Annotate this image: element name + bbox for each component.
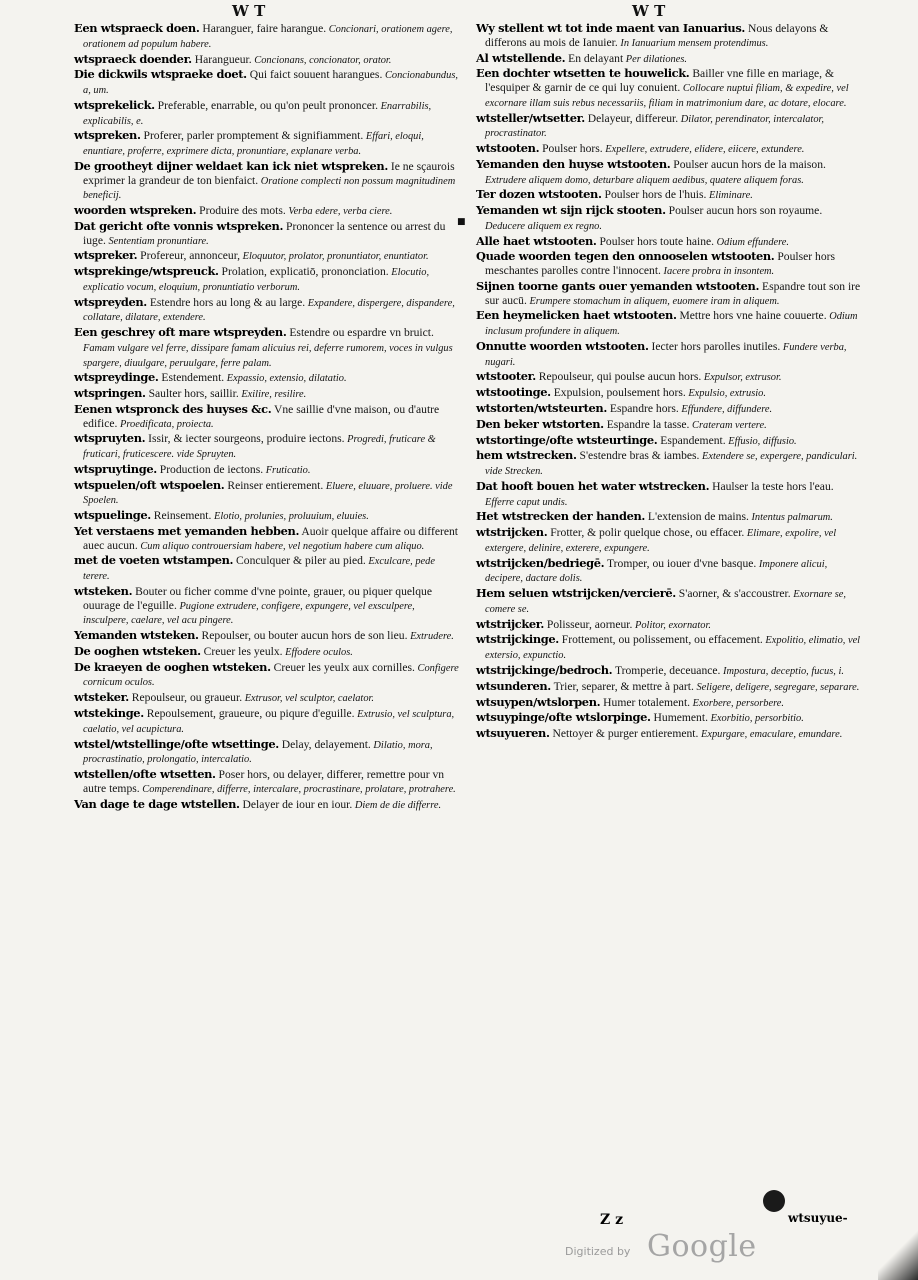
latin-gloss: Elotio, prolunies, proluuium, eluuies. — [211, 511, 369, 523]
dictionary-entry — [74, 249, 459, 264]
dictionary-entry — [476, 557, 861, 586]
headword: wtstortinge/ofte wtsteurtinge. — [476, 432, 658, 447]
headword: wtsprekinge/wtspreuck. — [74, 264, 219, 279]
latin-gloss: Extrudere. — [407, 631, 454, 643]
latin-gloss: Expandere, dispergere, dispandere, collatare, dilatare, extendere. — [83, 297, 455, 324]
headword: Een wtspraeck doen. — [74, 21, 200, 35]
french-gloss: Haulser la teste hors l'eau. — [709, 479, 834, 493]
dictionary-entry — [476, 370, 861, 385]
dictionary-entry — [74, 479, 459, 508]
headword: De ooghen wtsteken. — [74, 643, 201, 658]
latin-gloss: Odium effundere. — [714, 236, 790, 248]
french-gloss: Saulter hors, saillir. — [145, 387, 239, 401]
signature-mark: Z z — [600, 1212, 624, 1228]
french-gloss: En delayant — [565, 51, 624, 65]
headword: wtstrijcken. — [476, 525, 548, 540]
headword: wtspreker. — [74, 248, 138, 263]
french-gloss: Poulser hors toute haine. — [596, 234, 715, 248]
french-gloss: Frotter, & polir quelque chose, ou effacer. — [547, 526, 745, 540]
french-gloss: Repoulseur, ou graueur. — [128, 691, 243, 705]
latin-gloss: Configere cornicum oculos. — [83, 662, 459, 689]
latin-gloss: Eloquutor, prolator, pronuntiator, enuntiator. — [240, 251, 429, 263]
dictionary-entry — [74, 463, 459, 478]
latin-gloss: Fundere verba, nugari. — [485, 341, 847, 368]
latin-gloss: Fruticatio. — [263, 464, 311, 476]
french-gloss: Creuer les yeulx aux cornilles. — [270, 660, 415, 674]
headword: wtstekinge. — [74, 706, 144, 721]
marginal-mark-icon: ■ — [457, 217, 466, 227]
latin-gloss: Deducere aliquem ex regno. — [485, 220, 602, 232]
headword: wtstootinge. — [476, 385, 551, 400]
french-gloss: Poser hors, ou delayer, differer, remettre pour vn autre temps. — [83, 768, 445, 795]
headword: Dat hooft bouen het water wtstrecken. — [476, 478, 710, 493]
latin-gloss: Elocutio, explicatio vocum, eloquium, pronuntiatio verborum. — [83, 267, 430, 293]
dictionary-entry — [74, 707, 459, 736]
dictionary-entry — [74, 160, 459, 203]
dictionary-entry — [476, 250, 861, 278]
headword: De grootheyt dijner weldaet kan ick niet wtspreken. — [74, 158, 388, 173]
headword: wtsprekelick. — [74, 97, 155, 112]
headword: wtsunderen. — [476, 678, 551, 693]
latin-gloss: Dilatio, mora, procrastinatio, prolongatio, intercalatio. — [83, 739, 433, 766]
headword: wtstorten/wtsteurten. — [476, 400, 607, 415]
dictionary-entry — [74, 629, 459, 644]
french-gloss: Poulser hors meschantes parolles contre l'innocent. — [485, 250, 835, 278]
dictionary-entry — [476, 618, 861, 633]
french-gloss: Prolation, explicatiō, prononciation. — [218, 265, 389, 279]
dictionary-entry — [74, 220, 459, 248]
headword: Sijnen toorne gants ouer yemanden wtstooten. — [476, 278, 760, 293]
headword: wtspreyden. — [74, 294, 147, 309]
dictionary-entry — [74, 371, 459, 386]
latin-gloss: Extrusor, vel sculptor, caelator. — [242, 693, 374, 705]
latin-gloss: Sententiam pronuntiare. — [105, 235, 209, 247]
latin-gloss: Concionari, orationem agere, orationem ad populum habere. — [83, 24, 453, 50]
latin-gloss: Erumpere stomachum in aliquem, euomere iram in aliquem. — [526, 295, 780, 307]
french-gloss: Poulser hors. — [539, 142, 603, 155]
french-gloss: Tromper, ou iouer d'vne basque. — [604, 556, 757, 570]
latin-gloss: Expolitio, elimatio, vel extersio, expunctio. — [485, 635, 861, 662]
headword: Yemanden wtsteken. — [74, 628, 199, 643]
french-gloss: Production de iectons. — [156, 462, 264, 476]
latin-gloss: Seligere, deligere, segregare, separare. — [693, 681, 860, 693]
headword: wtspreken. — [74, 128, 141, 143]
latin-gloss: Cum aliquo controuersiam habere, vel negotium habere cum aliquo. — [137, 540, 425, 552]
latin-gloss: Efferre caput undis. — [485, 496, 568, 508]
dictionary-entry — [74, 326, 459, 370]
headword: Onnutte woorden wtstooten. — [476, 338, 649, 353]
latin-gloss: Extrudere aliquem domo, deturbare aliquem aedibus, quatere aliquem foras. — [485, 174, 804, 186]
french-gloss: Issir, & iecter sourgeons, produire iectons. — [145, 432, 345, 446]
headword: Een heymelicken haet wtstooten. — [476, 308, 677, 323]
dictionary-entry — [476, 526, 861, 555]
headword: Een geschrey oft mare wtspreyden. — [74, 325, 287, 340]
french-gloss: Reinser entierement. — [224, 478, 324, 492]
french-gloss: Proferer, parler promptement & signifiamment. — [140, 129, 364, 143]
dictionary-entry — [476, 280, 861, 308]
dictionary-entry — [476, 204, 861, 233]
digitized-watermark — [565, 1222, 765, 1262]
watermark-logo: Google — [647, 1229, 757, 1264]
latin-gloss: Exorbitio, persorbitio. — [707, 713, 804, 725]
dictionary-entry — [74, 129, 459, 158]
french-gloss: L'extension de mains. — [645, 510, 749, 524]
latin-gloss: Comperendinare, differre, intercalare, procrastinare, prolatare, protrahere. — [139, 783, 456, 795]
latin-gloss: Eluere, eluuare, proluere. vide Spoelen. — [83, 480, 453, 507]
headword: wtsuypen/wtslorpen. — [476, 694, 601, 709]
french-gloss: Poulser aucun hors de la maison. — [670, 157, 826, 171]
latin-gloss: Verba edere, verba ciere. — [285, 206, 393, 217]
dictionary-entry — [74, 798, 459, 813]
dictionary-entry — [74, 53, 459, 68]
latin-gloss: Famam vulgare vel ferre, dissipare famam alicuius rei, deferre rumorem, voces in vulgus spargere, diuulgare, peruulgare, ferre palam. — [83, 342, 453, 369]
latin-gloss: Intentus palmarum. — [748, 512, 833, 524]
dictionary-entry — [476, 696, 861, 711]
french-gloss: Repoulser, ou bouter aucun hors de son lieu. — [198, 629, 408, 643]
dictionary-entry — [74, 554, 459, 583]
french-gloss: Repoulsement, graueure, ou piqure d'eguille. — [143, 707, 355, 721]
french-gloss: Prononcer la sentence ou arrest du iuge. — [83, 219, 446, 247]
headword: Eenen wtspronck des huyses &c. — [74, 401, 272, 416]
latin-gloss: Enarrabilis, explicabilis, e. — [83, 100, 432, 127]
headword: Een dochter wtsetten te houwelick. — [476, 66, 690, 81]
french-gloss: Poulser hors de l'huis. — [601, 188, 707, 202]
dictionary-entry — [74, 738, 459, 767]
headword: Yemanden wt sijn rijck stooten. — [476, 203, 666, 218]
french-gloss: Nettoyer & purger entierement. — [549, 727, 699, 741]
latin-gloss: Concionabundus, a, um. — [83, 70, 458, 96]
headword: wtstooten. — [476, 141, 540, 155]
latin-gloss: Exilire, resilire. — [238, 389, 307, 401]
latin-gloss: Expellere, extrudere, elidere, eiicere, extundere. — [602, 144, 805, 155]
latin-gloss: Effodere oculos. — [282, 646, 353, 658]
french-gloss: Creuer les yeulx. — [200, 644, 283, 658]
headword: wtstrijcker. — [476, 616, 544, 631]
french-gloss: Espandre hors. — [606, 401, 679, 415]
headword: wtsuyueren. — [476, 726, 550, 741]
french-gloss: Delayeur, differeur. — [584, 111, 679, 125]
headword: De kraeyen de ooghen wtsteken. — [74, 659, 271, 674]
headword: woorden wtspreken. — [74, 203, 197, 217]
french-gloss: Poulser aucun hors son royaume. — [665, 204, 823, 218]
french-gloss: Reinsement. — [150, 509, 212, 523]
latin-gloss: Pugione extrudere, configere, expungere, vel exsculpere, insculpere, caelare, vel acu pingere. — [83, 600, 415, 627]
latin-gloss: Progredi, fruticare & fruticari, fruticescere. vide Spruyten. — [83, 434, 436, 461]
dictionary-entry — [74, 691, 459, 706]
headword: wtsteller/wtsetter. — [476, 110, 585, 125]
french-gloss: Humement. — [650, 711, 708, 725]
dictionary-entry — [74, 645, 459, 660]
headword: Het wtstrecken der handen. — [476, 509, 646, 524]
french-gloss: Frottement, ou polissement, ou effacement. — [558, 633, 763, 647]
dictionary-entry — [74, 99, 459, 128]
watermark-small: Digitized by — [565, 1245, 631, 1258]
french-gloss: Humer totalement. — [600, 695, 691, 709]
dictionary-entry — [476, 112, 861, 141]
headword: wtstooter. — [476, 369, 536, 384]
headword: wtstel/wtstellinge/ofte wtsettinge. — [74, 736, 279, 751]
running-head-right: W T — [632, 2, 666, 20]
headword: wtspraeck doender. — [74, 51, 192, 66]
dictionary-entry — [476, 480, 861, 509]
dictionary-entry — [476, 52, 861, 67]
headword: Al wtstellende. — [476, 50, 566, 65]
french-gloss: Harangueur. — [191, 52, 252, 66]
french-gloss: S'estendre bras & iambes. — [576, 449, 700, 463]
dictionary-entry — [74, 296, 459, 325]
headword: Quade woorden tegen den onnooselen wtstooten. — [476, 249, 775, 264]
dictionary-entry — [74, 265, 459, 294]
french-gloss: Espandre tout son ire sur aucū. — [485, 279, 861, 307]
dictionary-entry — [74, 768, 459, 796]
french-gloss: Bouter ou ficher comme d'vne pointe, grauer, ou piquer quelque ouurage de l'eguille. — [83, 584, 432, 612]
dictionary-entry — [74, 22, 459, 51]
dictionary-entry — [476, 587, 861, 616]
headword: wtspuelinge. — [74, 508, 151, 523]
latin-gloss: Crateram vertere. — [689, 419, 767, 431]
latin-gloss: Exornare se, comere se. — [485, 589, 846, 615]
dictionary-entry — [74, 403, 459, 431]
headword: wtspringen. — [74, 386, 146, 401]
french-gloss: Mettre hors vne haine couuerte. — [676, 309, 827, 323]
headword: wtstrijckinge/bedroch. — [476, 662, 613, 677]
dictionary-entry — [476, 386, 861, 401]
catchword: wtsuyue- — [788, 1211, 848, 1225]
headword: Hem seluen wtstrijcken/vercierē. — [476, 586, 676, 601]
french-gloss: Delayer de iour en iour. — [239, 797, 353, 811]
french-gloss: Tromperie, deceuance. — [612, 663, 721, 677]
latin-gloss: Expassio, extensio, dilatatio. — [224, 373, 347, 385]
french-gloss: Iecter hors parolles inutiles. — [648, 339, 781, 353]
latin-gloss: Concionans, concionator, orator. — [251, 54, 392, 66]
headword: wtsteker. — [74, 690, 129, 705]
latin-gloss: Impostura, deceptio, fucus, i. — [720, 665, 844, 677]
dictionary-entry — [476, 22, 861, 50]
french-gloss: Estendre ou espardre vn bruict. — [286, 326, 434, 340]
dictionary-entry — [74, 585, 459, 628]
french-gloss: Bailler vne fille en mariage, & l'esquiper & garnir de ce qui luy conuient. — [485, 67, 834, 94]
latin-gloss: Effundere, diffundere. — [678, 403, 773, 415]
latin-gloss: In Ianuarium mensem protendimus. — [617, 37, 769, 49]
latin-gloss: Effari, eloqui, enuntiare, proferre, exprimere dicta, pronuntiare, explanare verba. — [83, 131, 424, 157]
running-head-left: W T — [232, 2, 266, 20]
latin-gloss: Exorbere, persorbere. — [690, 697, 784, 709]
headword: Ter dozen wtstooten. — [476, 187, 602, 202]
dictionary-entry — [476, 633, 861, 662]
french-gloss: Estendre hors au long & au large. — [146, 295, 306, 309]
dictionary-entry — [74, 661, 459, 690]
right-column — [476, 22, 861, 743]
headword: Yemanden den huyse wtstooten. — [476, 156, 671, 171]
french-gloss: S'aorner, & s'accoustrer. — [675, 587, 791, 601]
headword: met de voeten wtstampen. — [74, 553, 234, 568]
dictionary-entry — [476, 418, 861, 433]
dictionary-entry — [476, 188, 861, 203]
dictionary-entry — [74, 525, 459, 553]
latin-gloss: Per dilationes. — [623, 53, 687, 65]
latin-gloss: Iacere probra in insontem. — [660, 266, 775, 278]
french-gloss: Profereur, annonceur, — [137, 249, 240, 263]
dictionary-entry — [476, 309, 861, 338]
dictionary-entry — [74, 509, 459, 524]
dictionary-entry — [476, 449, 861, 478]
dictionary-entry — [476, 711, 861, 726]
latin-gloss: Elimare, expolire, vel extergere, delinire, exterere, expungere. — [485, 528, 837, 554]
latin-gloss: Eliminare. — [706, 190, 753, 202]
headword: Dat gericht ofte vonnis wtspreken. — [74, 218, 284, 233]
headword: wtstellen/ofte wtsetten. — [74, 767, 216, 782]
headword: Yet verstaens met yemanden hebben. — [74, 523, 300, 538]
french-gloss: Nous delayons & differons au mois de Ianuier. — [485, 22, 829, 49]
headword: Alle haet wtstooten. — [476, 233, 597, 248]
dictionary-entry — [476, 235, 861, 250]
headword: wtspruytinge. — [74, 461, 157, 476]
french-gloss: Qui faict souuent harangues. — [246, 68, 383, 82]
latin-gloss: Expulsor, extrusor. — [701, 372, 782, 384]
latin-gloss: Expulsio, extrusio. — [685, 388, 766, 400]
dictionary-entry — [476, 510, 861, 525]
dictionary-entry — [476, 340, 861, 369]
left-column — [74, 22, 459, 813]
latin-gloss: Effusio, diffusio. — [725, 435, 797, 447]
headword: wtspreydinge. — [74, 370, 159, 385]
headword: wtspuelen/oft wtspoelen. — [74, 477, 225, 492]
french-gloss: Delay, delayement. — [278, 737, 371, 751]
latin-gloss: Odium inclusum profundere in aliquem. — [485, 311, 858, 338]
french-gloss: Conculquer & piler au pied. — [233, 554, 366, 568]
headword: Die dickwils wtspraeke doet. — [74, 67, 247, 82]
latin-gloss: Politor, exornator. — [632, 619, 711, 631]
dictionary-entry — [476, 158, 861, 187]
dictionary-entry — [476, 402, 861, 417]
french-gloss: Espandement. — [657, 433, 726, 447]
dictionary-entry — [476, 434, 861, 449]
dictionary-entry — [74, 204, 459, 219]
latin-gloss: Exculcare, pede terere. — [83, 556, 435, 583]
dictionary-entry — [476, 727, 861, 742]
french-gloss: Produire des mots. — [196, 204, 286, 217]
latin-gloss: Imponere alicui, decipere, dactare dolis. — [485, 558, 828, 585]
french-gloss: Preferable, enarrable, ou qu'on peult prononcer. — [154, 98, 378, 112]
latin-gloss: Extendere se, expergere, pandiculari. vide Strecken. — [485, 451, 858, 478]
french-gloss: Expulsion, poulsement hors. — [550, 386, 686, 400]
french-gloss: Repoulseur, qui poulse aucun hors. — [535, 370, 702, 384]
latin-gloss: Collocare nuptui filiam, & expedire, vel excornare illam suis rebus necessariis, filiam in matrimonium dare, ac dotare, elocare. — [485, 83, 849, 109]
headword: wtsteken. — [74, 583, 133, 598]
french-gloss: Polisseur, aorneur. — [544, 617, 633, 631]
headword: wtstrijckinge. — [476, 632, 559, 647]
headword: Den beker wtstorten. — [476, 416, 604, 431]
latin-gloss: Extrusio, vel sculptura, caelatio, vel acupictura. — [83, 709, 455, 735]
dictionary-entry — [476, 142, 861, 157]
headword: wtspruyten. — [74, 431, 146, 446]
french-gloss: Trier, separer, & mettre à part. — [550, 679, 694, 693]
french-gloss: Estendement. — [158, 371, 225, 385]
headword: wtstrijcken/bedriegē. — [476, 555, 605, 570]
page-corner-shadow — [878, 1220, 918, 1280]
ink-blot-icon — [763, 1190, 785, 1212]
dictionary-entry — [476, 67, 861, 110]
dictionary-entry — [476, 680, 861, 695]
french-gloss: Vne saillie d'vne maison, ou d'autre edifice. — [83, 402, 440, 430]
dictionary-entry — [74, 432, 459, 461]
headword: Van dage te dage wtstellen. — [74, 796, 240, 811]
french-gloss: Haranguer, faire harangue. — [199, 22, 327, 35]
headword: Wy stellent wt tot inde maent van Ianuarius. — [476, 21, 746, 35]
dictionary-entry — [74, 387, 459, 402]
french-gloss: Auoir quelque affaire ou different auec aucun. — [83, 524, 458, 552]
french-gloss: Espandre la tasse. — [603, 417, 690, 431]
latin-gloss: Dilator, perendinator, intercalator, procrastinator. — [485, 113, 825, 140]
latin-gloss: Expurgare, emaculare, emundare. — [698, 729, 843, 741]
latin-gloss: Oratione complecti non possum magnitudinem beneficij. — [83, 175, 456, 202]
dictionary-entry — [74, 68, 459, 97]
headword: hem wtstrecken. — [476, 448, 577, 463]
dictionary-entry — [476, 664, 861, 679]
french-gloss: Ie ne sçaurois exprimer la grandeur de ton bienfaict. — [83, 159, 455, 187]
latin-gloss: Diem de die differre. — [352, 799, 442, 811]
headword: wtsuypinge/ofte wtslorpinge. — [476, 710, 651, 725]
latin-gloss: Proedificata, proiecta. — [117, 418, 214, 430]
